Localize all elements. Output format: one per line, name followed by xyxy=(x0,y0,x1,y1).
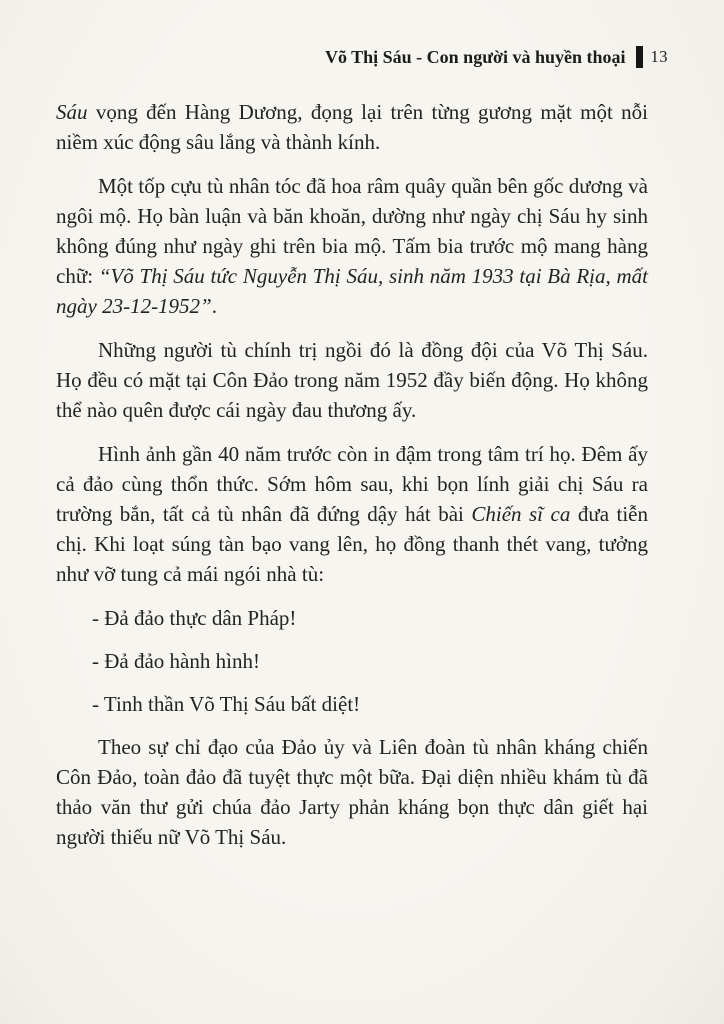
header-separator-bar xyxy=(636,46,643,68)
paragraph-5 xyxy=(56,732,648,852)
paragraph-text: Một tốp cựu tù nhân tóc đã hoa râm quây quần bên gốc dương và ngôi mộ. Họ bàn luận và băn khoăn, dường như ngày chị Sáu hy sinh không đúng như ngày ghi trên bia mộ. Tấm bia trước mộ mang hàng chữ: xyxy=(56,174,648,288)
paragraph-text-italic-quote: “Võ Thị Sáu tức Nguyễn Thị Sáu, sinh năm 1933 tại Bà Rịa, mất ngày 23-12-1952” xyxy=(56,264,648,318)
slogan-line-3 xyxy=(56,689,648,719)
paragraph-3 xyxy=(56,335,648,425)
slogan-text: - Tinh thần Võ Thị Sáu bất diệt! xyxy=(92,692,361,716)
paragraph-text: Những người tù chính trị ngồi đó là đồng đội của Võ Thị Sáu. Họ đều có mặt tại Côn Đảo trong năm 1952 đầy biến động. Họ không thể nào quên được cái ngày đau thương ấy. xyxy=(56,338,648,422)
paragraph-text: đưa tiễn chị. Khi loạt súng tàn bạo vang lên, họ đồng thanh thét vang, tưởng như vỡ tung cả mái ngói nhà tù: xyxy=(56,502,648,586)
page-number: 13 xyxy=(650,47,668,66)
paragraph-text: vọng đến Hàng Dương, đọng lại trên từng gương mặt một nỗi niềm xúc động sâu lắng và thành kính. xyxy=(56,100,648,154)
slogan-text: - Đả đảo thực dân Pháp! xyxy=(92,606,297,630)
slogan-line-2 xyxy=(56,646,648,676)
paragraph-text: Theo sự chỉ đạo của Đảo ủy và Liên đoàn tù nhân kháng chiến Côn Đảo, toàn đảo đã tuyệt thực một bữa. Đại diện nhiều khám tù đã thảo văn thư gửi chúa đảo Jarty phản kháng bọn thực dân giết hại người thiếu nữ Võ Thị Sáu. xyxy=(56,735,648,849)
paragraph-1 xyxy=(56,97,648,157)
paragraph-text-italic-title: Chiến sĩ ca xyxy=(471,502,571,526)
header-title: Võ Thị Sáu - Con người và huyền thoại xyxy=(324,46,626,67)
running-header xyxy=(325,46,668,68)
slogan-line-1 xyxy=(56,603,648,633)
paragraph-2 xyxy=(56,171,648,321)
paragraph-4 xyxy=(56,439,648,589)
paragraph-text: Sáu xyxy=(56,100,88,124)
slogan-text: - Đả đảo hành hình! xyxy=(92,649,260,673)
paragraph-text: . xyxy=(211,294,217,318)
paragraph-text: Hình ảnh gần 40 năm trước còn in đậm trong tâm trí họ. Đêm ấy cả đảo cùng thổn thức. Sớm hôm sau, khi bọn lính giải chị Sáu ra trường bắn, tất cả tù nhân đã đứng dậy hát bài xyxy=(56,442,648,526)
page-body xyxy=(56,97,648,866)
